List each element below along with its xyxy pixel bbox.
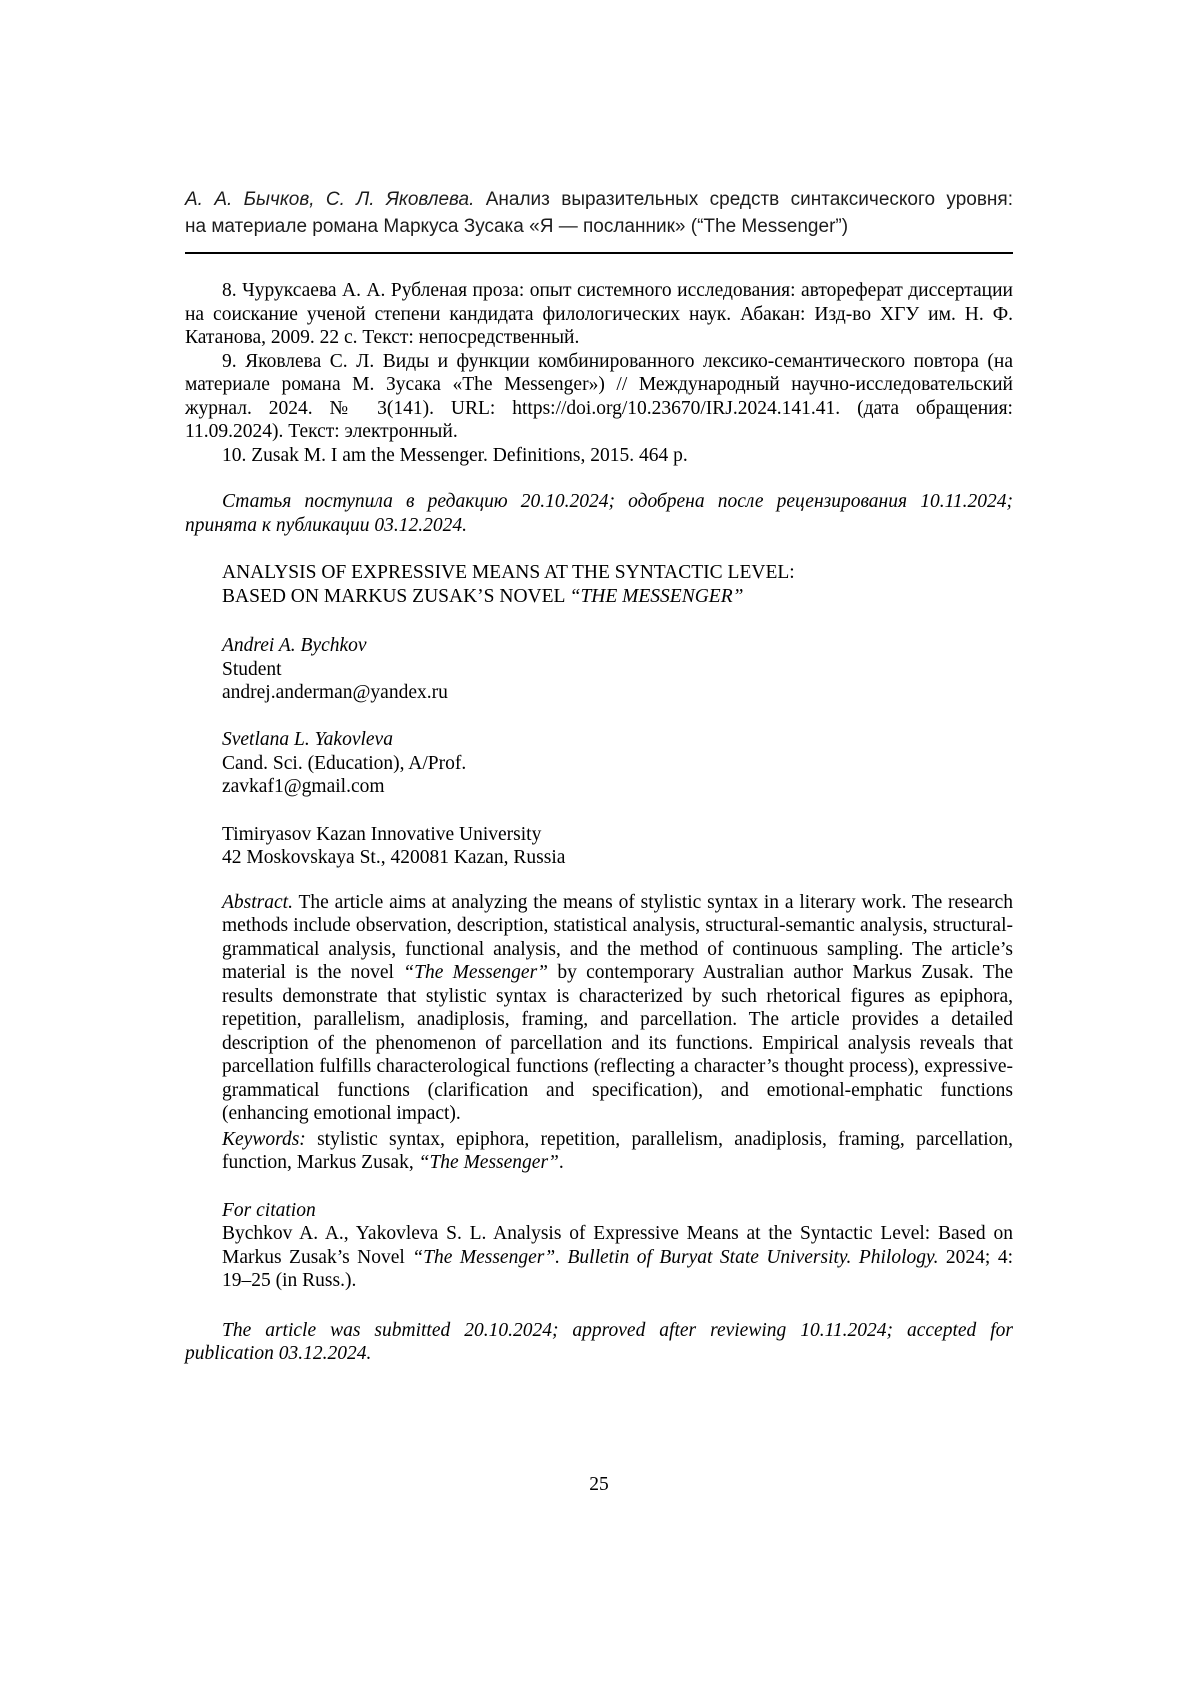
author-bychkov bbox=[222, 634, 1013, 705]
doi-url[interactable]: https://doi.org/10.23670/IRJ.2024.141.41. bbox=[512, 397, 841, 419]
text-run: 2024; 4: 19–25 (in Russ.). bbox=[222, 1246, 1013, 1291]
text-run: Анализ выразительных средств синтаксического уровня: bbox=[474, 189, 1013, 210]
text-run: А. А. Бычков, С. Л. Яковлева. bbox=[185, 189, 475, 210]
authors-block bbox=[222, 634, 1013, 799]
page-number: 25 bbox=[589, 1474, 609, 1495]
english-title-line1: ANALYSIS OF EXPRESSIVE MEANS AT THE SYNTACTIC LEVEL: bbox=[222, 562, 795, 583]
text-run: Keywords: bbox=[222, 1128, 306, 1150]
affiliation-name: Timiryasov Kazan Innovative University bbox=[222, 823, 542, 845]
for-citation-text bbox=[222, 1222, 1013, 1293]
reference-item-9 bbox=[185, 350, 1013, 444]
abstract-paragraph bbox=[222, 891, 1013, 1126]
author-yakovleva bbox=[222, 728, 1013, 799]
text-run: Bychkov A. A., Yakovleva S. L. Analysis of Expressive Means at the Syntactic Level: Based on Markus Zusak’s Novel bbox=[222, 1223, 1013, 1268]
running-header-line2: на материале романа Маркуса Зусака «Я — посланник» (“The Messenger”) bbox=[185, 216, 849, 237]
author-name: Andrei A. Bychkov bbox=[222, 635, 367, 656]
running-header-line1 bbox=[185, 186, 1013, 213]
text-run: “THE MESSENGER” bbox=[569, 585, 744, 607]
header-rule bbox=[185, 252, 1013, 254]
author-email[interactable]: zavkaf1@gmail.com bbox=[222, 776, 385, 797]
author-email[interactable]: andrej.anderman@yandex.ru bbox=[222, 682, 448, 703]
reference-item-8: 8. Чуруксаева А. А. Рубленая проза: опыт системного исследования: автореферат диссертации на соискание ученой степени кандидата филологических наук. Абакан: Изд-во ХГУ им. Н. Ф. Катанова, 2009. 22 с. Текст: непосредственный. bbox=[185, 280, 1013, 348]
for-citation-block bbox=[222, 1199, 1013, 1293]
text-run: The article aims at analyzing the means of stylistic syntax in a literary work. The research methods include observation, description, statistical analysis, structural-semantic analysis, structural-grammatical analysis, functional analysis, and the method of continuous sampling. The article’s material is the novel bbox=[222, 891, 1013, 983]
text-run: 9. Яковлева С. Л. Виды и функции комбинированного лексико-семантического повтора (на материале романа М. Зусака «The Messenger») // Международный научно-исследовательский журнал. 2024. № 3(141). URL: bbox=[185, 350, 1013, 419]
text-run: “The Messenger” bbox=[418, 1152, 559, 1173]
for-citation-label: For citation bbox=[222, 1199, 316, 1221]
english-title-line2 bbox=[222, 585, 1013, 609]
english-title bbox=[222, 561, 1013, 608]
text-run: stylistic syntax, epiphora, repetition, parallelism, anadiplosis, framing, parcellation, function, Markus Zusak, bbox=[222, 1128, 1013, 1173]
text-run: Abstract. bbox=[222, 891, 293, 913]
submission-note-english: The article was submitted 20.10.2024; approved after reviewing 10.11.2024; accepted for publication 03.12.2024. bbox=[185, 1319, 1013, 1364]
submission-note-russian: Статья поступила в редакцию 20.10.2024; одобрена после рецензирования 10.11.2024; принята к публикации 03.12.2024. bbox=[185, 491, 1013, 536]
text-run: by contemporary Australian author Markus Zusak. The results demonstrate that stylistic syntax is characterized by such rhetorical figures as epiphora, repetition, parallelism, anadiplosis, framing, and parcellation. The article provides a detailed description of the phenomenon of parcellation and its functions. Empirical analysis reveals that parcellation fulfills characterological functions (reflecting a character’s thought process), expressive-grammatical functions (clarification and specification), and emotional-emphatic functions (enhancing emotional impact). bbox=[222, 962, 1014, 1124]
references-list bbox=[185, 279, 1013, 467]
affiliation-block bbox=[222, 823, 1013, 870]
text-run: (дата обращения: 11.09.2024). Текст: электронный. bbox=[185, 397, 1013, 442]
text-run: BASED ON MARKUS ZUSAK’S NOVEL bbox=[222, 585, 570, 607]
text-run: “The Messenger” bbox=[403, 962, 549, 983]
reference-item-10: 10. Zusak M. I am the Messenger. Definitions, 2015. 464 p. bbox=[222, 444, 688, 466]
keywords-paragraph bbox=[222, 1128, 1013, 1175]
author-role: Cand. Sci. (Education), A/Prof. bbox=[222, 752, 467, 774]
text-run: . bbox=[558, 1152, 564, 1173]
affiliation-address: 42 Moskovskaya St., 420081 Kazan, Russia bbox=[222, 847, 566, 868]
text-run: “The Messenger”. Bulletin of Buryat State University. Philology. bbox=[412, 1246, 939, 1268]
author-role: Student bbox=[222, 658, 282, 680]
author-name: Svetlana L. Yakovleva bbox=[222, 729, 393, 750]
running-header bbox=[185, 186, 1013, 254]
